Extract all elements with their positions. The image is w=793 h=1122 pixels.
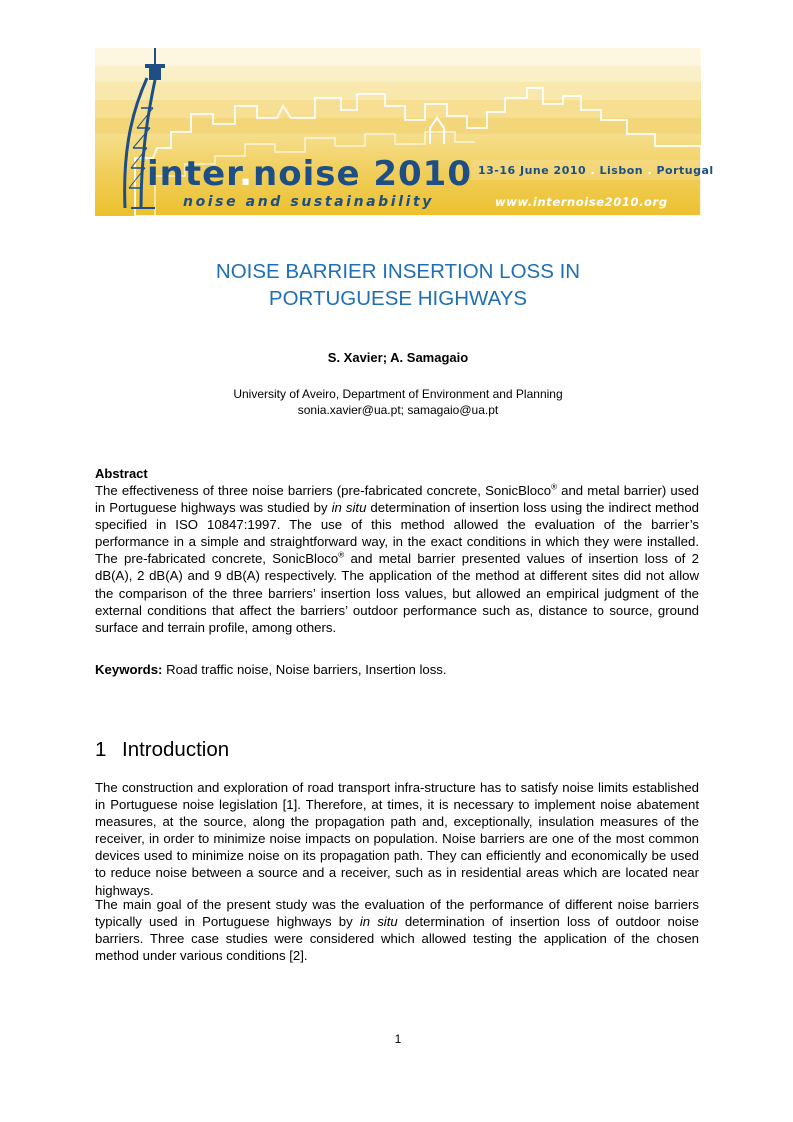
paper-title bbox=[95, 258, 701, 312]
affiliation: University of Aveiro, Department of Environment and Planning bbox=[233, 387, 563, 401]
conference-banner bbox=[95, 48, 714, 216]
brand-noise-year: noise 2010 bbox=[253, 154, 472, 194]
paper-authors: S. Xavier; A. Samagaio bbox=[327, 350, 469, 365]
keywords-label: Keywords: bbox=[95, 662, 163, 677]
paper-title-line-2: PORTUGUESE HIGHWAYS bbox=[268, 287, 528, 310]
abstract-text-1: The effectiveness of three noise barriers (pre-fabricated concrete, SonicBloco bbox=[95, 483, 552, 498]
conference-city: Lisbon bbox=[599, 164, 644, 177]
author-affiliation-block bbox=[95, 386, 701, 418]
intro-text-a: The main goal of the present study was the evaluation of the performance of different noise barriers typically used in Portuguese highways by bbox=[95, 897, 699, 930]
intro-italic-in-situ: in situ bbox=[359, 914, 398, 930]
registered-mark: ® bbox=[551, 482, 557, 492]
date-range: 13-16 June 2010 bbox=[478, 164, 587, 177]
conference-country: Portugal bbox=[656, 164, 714, 177]
abstract-text-2: and metal barrier) used in Portuguese highways was studied by bbox=[95, 483, 699, 516]
conference-dates bbox=[478, 164, 714, 177]
author-emails[interactable]: sonia.xavier@ua.pt; samagaio@ua.pt bbox=[297, 403, 499, 417]
date-separator-2: . bbox=[643, 164, 657, 177]
brand-dot: . bbox=[239, 154, 254, 194]
abstract-italic-in-situ: in situ bbox=[331, 500, 367, 516]
registered-mark: ® bbox=[338, 550, 345, 560]
abstract-text-3: determination of insertion loss using the indirect method specified in ISO 10847:1997. The use of this method allowed the evaluation of the barrier’s performance in a simple and straightforward way, in the exact conditions in which they were installed. The pre-fabricated concrete, SonicBloco bbox=[95, 500, 699, 567]
abstract-heading: Abstract bbox=[95, 466, 148, 481]
paper-title-line-1: NOISE BARRIER INSERTION LOSS IN bbox=[215, 260, 581, 283]
abstract-body bbox=[95, 482, 699, 636]
page-number: 1 bbox=[394, 1032, 402, 1046]
intro-paragraph-1: The construction and exploration of road transport infra-structure has to satisfy noise limits established in Portuguese noise legislation [1]. Therefore, at times, it is necessary to implement noise abatement measures, at the source, along the propagation path and, exceptionally, insulation measures of the receiver, in order to minimize noise impacts on population. Noise barriers are one of the most common devices used to minimize noise on its propagation path. They can efficiently and economically be used to reduce noise between a source and a receiver, such as in residential areas which are located near highways. bbox=[95, 780, 699, 898]
intro-text-b: determination of insertion loss of outdoor noise barriers. Three case studies were considered which allowed testing the application of the chosen method under various conditions [2]. bbox=[95, 914, 699, 964]
conference-website[interactable]: www.internoise2010.org bbox=[495, 195, 668, 209]
section-heading bbox=[95, 738, 229, 762]
keywords bbox=[95, 662, 447, 677]
date-separator-1: . bbox=[586, 164, 600, 177]
brand-inter: inter bbox=[147, 154, 240, 194]
section-title: Introduction bbox=[122, 738, 230, 761]
abstract-text-4: and metal barrier presented values of insertion loss of 2 dB(A), 2 dB(A) and 9 dB(A) respectively. The application of the method at different sites did not allow the comparison of the three barriers’ insertion loss values, but allowed an empirical judgment of the external conditions that affect the barriers’ outdoor performance such as, distance to source, ground surface and terrain profile, among others. bbox=[95, 551, 699, 635]
conference-tagline: noise and sustainability bbox=[183, 194, 435, 210]
intro-paragraph-2 bbox=[95, 896, 699, 964]
section-number: 1 bbox=[95, 738, 107, 761]
keywords-text: Road traffic noise, Noise barriers, Insertion loss. bbox=[162, 662, 447, 677]
conference-logo-text bbox=[147, 154, 472, 194]
